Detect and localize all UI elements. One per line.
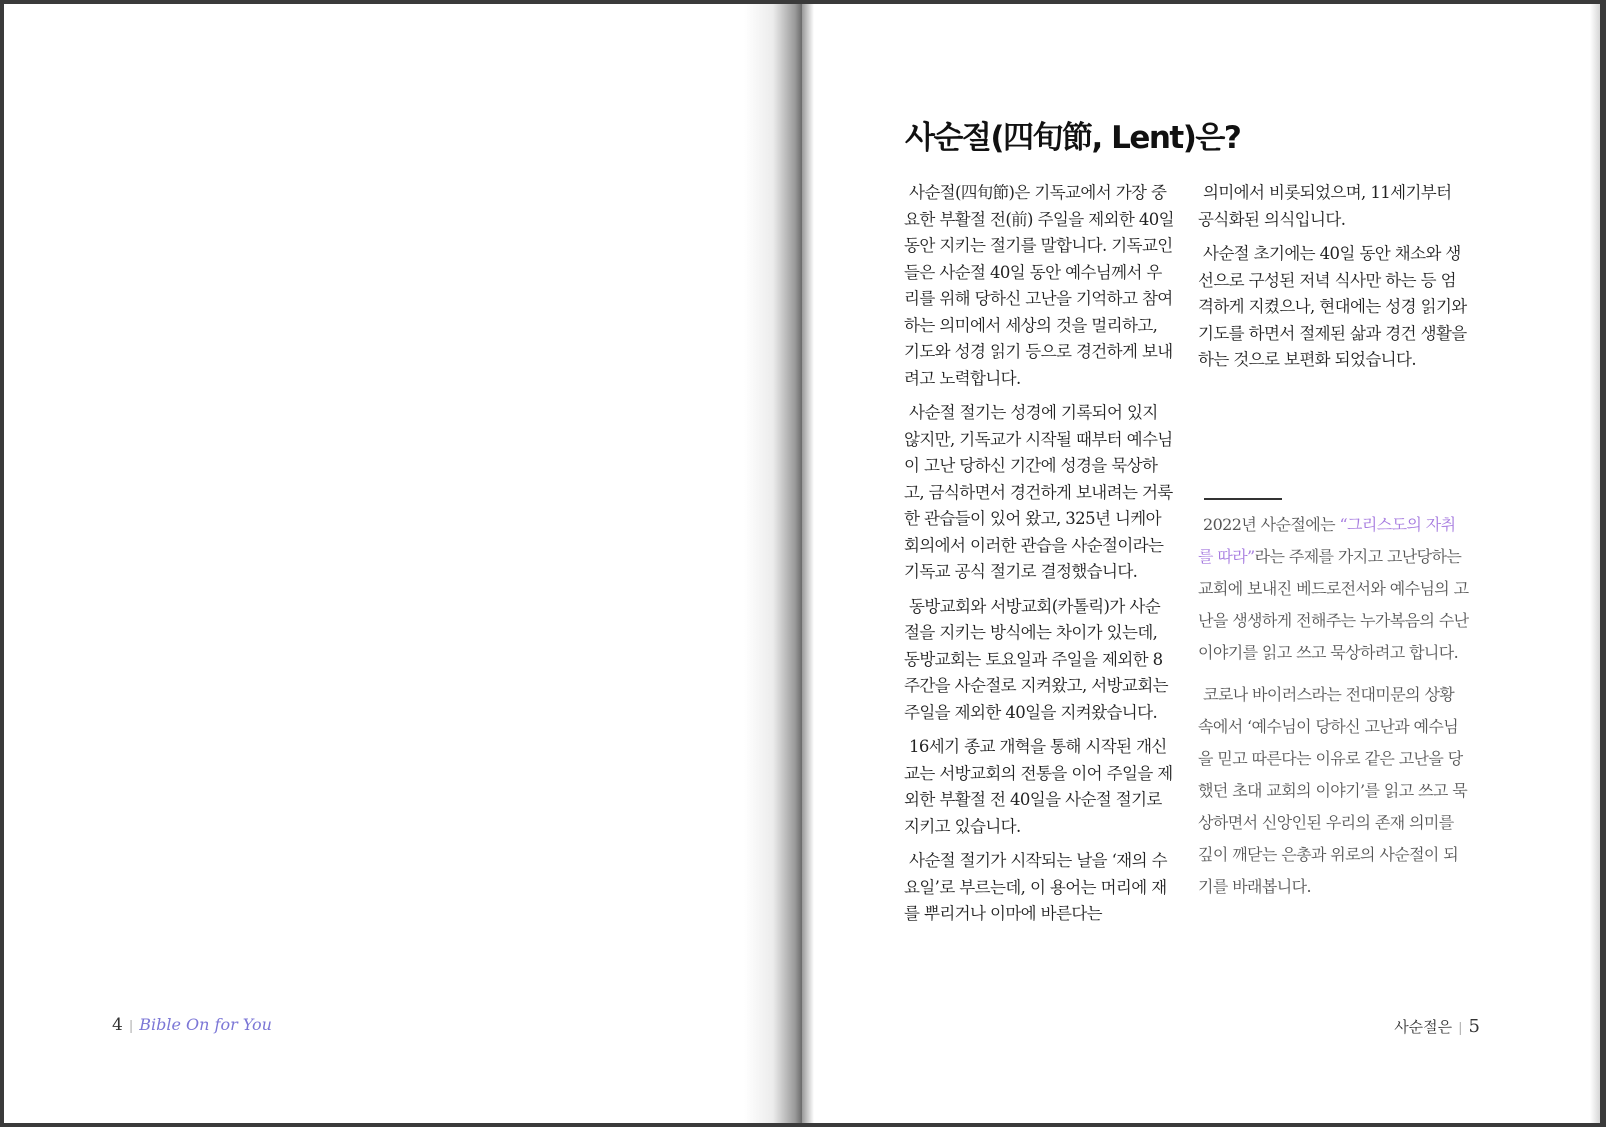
paragraph: 사순절 절기가 시작되는 날을 ‘재의 수요일’로 부르는데, 이 용어는 머리에 재를 뿌리거나 이마에 바른다는 [904, 851, 1167, 923]
right-page-number: 5 [1468, 1016, 1480, 1037]
text-column-left [904, 180, 1174, 936]
right-page [802, 4, 1600, 1123]
book-spread [4, 4, 1600, 1123]
note-paragraph: 코로나 바이러스라는 전대미문의 상황 속에서 ‘예수님이 당하신 고난과 예수님을 믿고 따른다는 이유로 같은 고난을 당했던 초대 교회의 이야기’를 읽고 쓰고 묵상하면서 신앙인된 우리의 존재 의미를 깊이 깨닫는 은총과 위로의 사순절이 되기를 바래봅니다. [1198, 685, 1468, 896]
page-edge-shadow [1590, 4, 1600, 1123]
note-text: 라는 주제를 가지고 고난당하는 교회에 보내진 베드로전서와 예수님의 고난을 생생하게 전해주는 누가복음의 수난 이야기를 읽고 쓰고 묵상하려고 합니다. [1198, 547, 1469, 662]
note-text: 2022년 사순절에는 [1203, 515, 1340, 534]
paragraph: 사순절 절기는 성경에 기록되어 있지 않지만, 기독교가 시작될 때부터 예수님이 고난 당하신 기간에 성경을 묵상하고, 금식하면서 경건하게 보내려는 거룩한 관습들이 있어 왔고, 325년 니케아 회의에서 이러한 관습을 사순절이라는 기독교 공식 절기로 결정했습니다. [904, 403, 1173, 581]
paragraph: 사순절 초기에는 40일 동안 채소와 생선으로 구성된 저녁 식사만 하는 등 엄격하게 지켰으나, 현대에는 성경 읽기와 기도를 하면서 절제된 삶과 경건 생활을 하는 것으로 보편화 되었습니다. [1198, 244, 1467, 369]
right-footer-separator: | [1458, 1021, 1463, 1036]
left-page-footer [112, 1014, 272, 1035]
left-footer-separator: | [128, 1019, 134, 1034]
left-page-number: 4 [112, 1015, 123, 1035]
section-label: 사순절은 [1394, 1018, 1453, 1036]
paragraph: 동방교회와 서방교회(카톨릭)가 사순절을 지키는 방식에는 차이가 있는데, 동방교회는 토요일과 주일을 제외한 8주간을 사순절로 지켜왔고, 서방교회는 주일을 제외한 40일을 지켜왔습니다. [904, 596, 1169, 722]
note-column [1198, 509, 1470, 913]
book-title: Bible On for You [139, 1015, 272, 1034]
right-gutter-shadow [802, 4, 814, 1123]
section-divider [1204, 498, 1282, 500]
note-paragraph [1198, 509, 1470, 669]
book-gutter-shadow [744, 4, 802, 1123]
paragraph: 16세기 종교 개혁을 통해 시작된 개신교는 서방교회의 전통을 이어 주일을 제외한 부활절 전 40일을 사순절 절기로 지키고 있습니다. [904, 737, 1173, 836]
left-page [4, 4, 794, 1123]
page-title: 사순절(四旬節, Lent)은? [905, 120, 1241, 156]
paragraph: 의미에서 비롯되었으며, 11세기부터 공식화된 의식입니다. [1198, 183, 1452, 229]
paragraph: 사순절(四旬節)은 기독교에서 가장 중요한 부활절 전(前) 주일을 제외한 40일 동안 지키는 절기를 말합니다. 기독교인들은 사순절 40일 동안 예수님께서 우리를 위해 당하신 고난을 기억하고 참여하는 의미에서 세상의 것을 멀리하고, 기도와 성경 읽기 등으로 경건하게 보내려고 노력합니다. [904, 183, 1175, 388]
theme-highlight: “그리스도의 자취를 따라” [1198, 515, 1456, 566]
right-page-footer [1394, 1016, 1480, 1037]
text-column-right [1198, 180, 1470, 382]
